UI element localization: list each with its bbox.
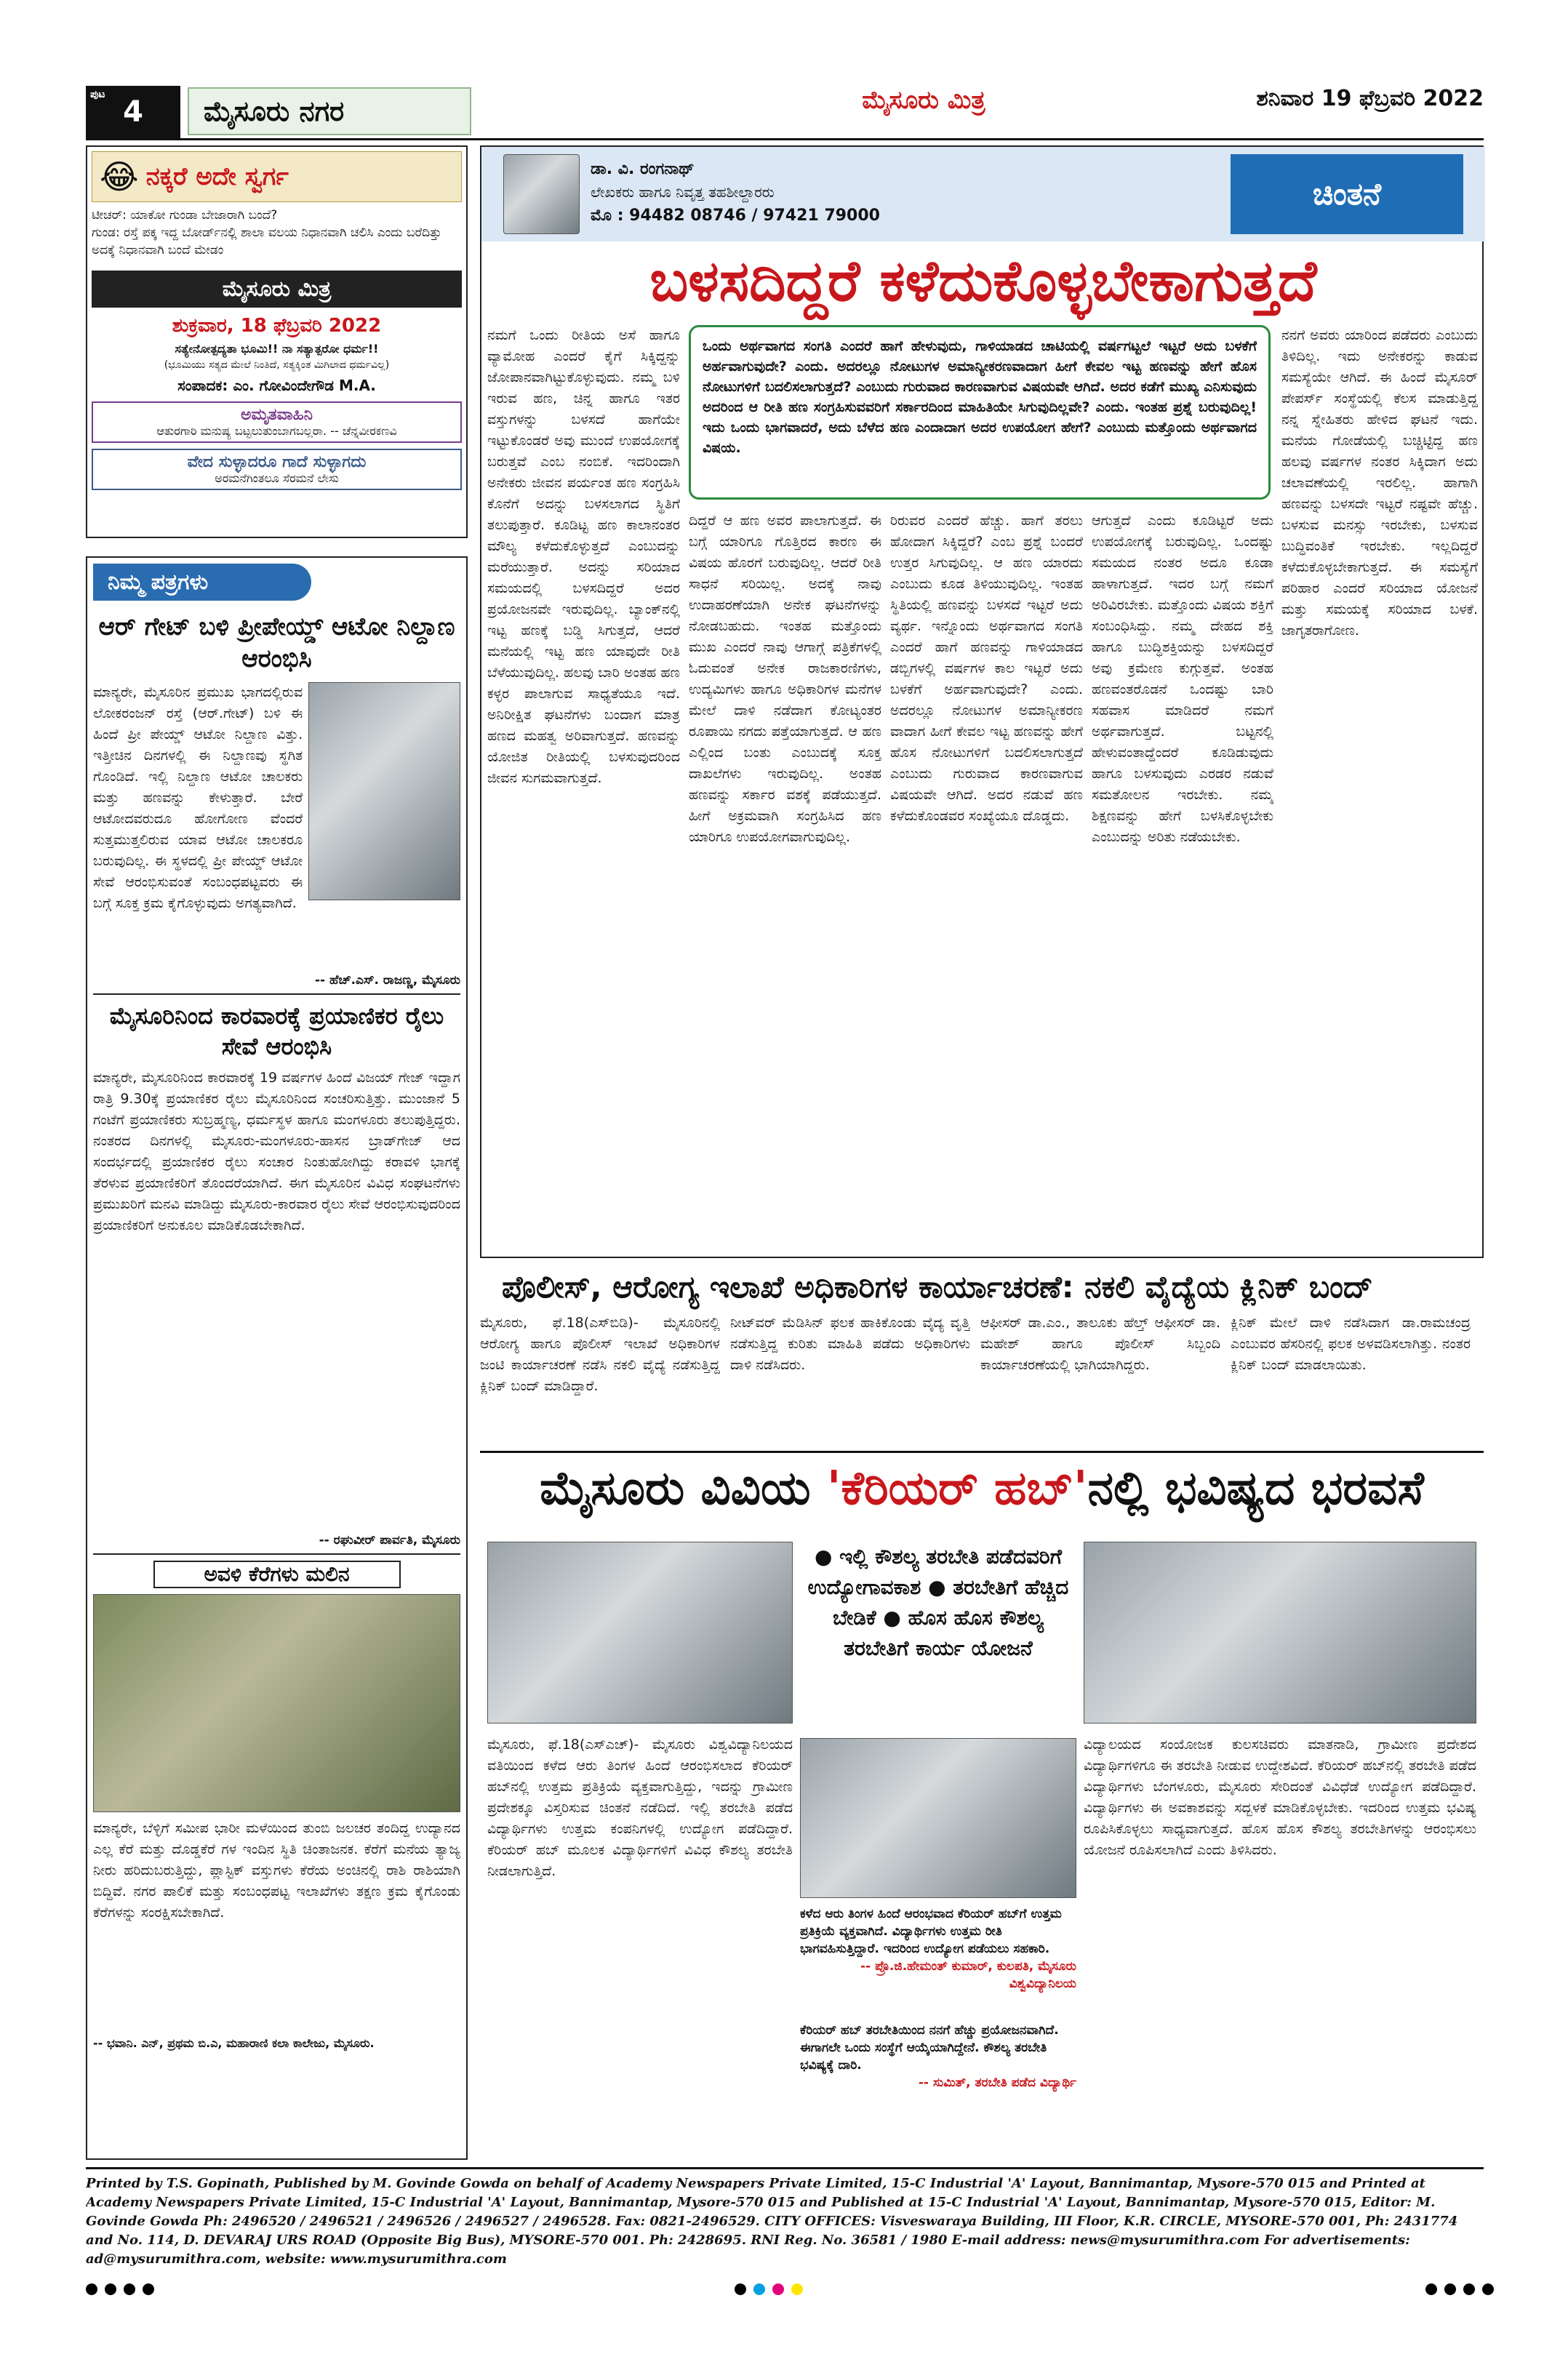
page-label: ಪುಟ — [90, 89, 105, 100]
editorial-col-2: ದಿದ್ದರೆ ಆ ಹಣ ಅವರ ಪಾಲಾಗುತ್ತದೆ. ಈ ಬಗ್ಗೆ ಯಾರಿಗೂ ಗೊತ್ತಿರದ ಕಾರಣ ಈ ವಿಷಯ ಹೊರಗೆ ಬರುವುದಿಲ್ಲ. ಆದರೆ ರೀತಿ ಸಾಧನೆ ಸರಿಯಿಲ್ಲ. ಅದಕ್ಕೆ ನಾವು ಉದಾಹರಣೆಯಾಗಿ ಅನೇಕ ಘಟನೆಗಳನ್ನು ನೋಡಬಹುದು. ಇಂತಹ ಮತ್ತೊಂದು ಮುಖ ಎಂದರೆ ನಾವು ಆಗಾಗ್ಗೆ ಪತ್ರಿಕೆಗಳಲ್ಲಿ ಓದುವಂತೆ ಅನೇಕ ರಾಜಕಾರಣಿಗಳು, ಉದ್ಯಮಿಗಳು ಹಾಗೂ ಅಧಿಕಾರಿಗಳ ಮನೆಗಳ ಮೇಲೆ ದಾಳಿ ನಡೆದಾಗ ಕೋಟ್ಯಂತರ ರೂಪಾಯಿ ನಗದು ಪತ್ತೆಯಾಗುತ್ತದೆ. ಆ ಹಣ ಎಲ್ಲಿಂದ ಬಂತು ಎಂಬುದಕ್ಕೆ ಸೂಕ್ತ ದಾಖಲೆಗಳು ಇರುವುದಿಲ್ಲ. ಅಂತಹ ಹಣವನ್ನು ಸರ್ಕಾರ ವಶಕ್ಕೆ ಪಡೆಯುತ್ತದೆ. ಹೀಗೆ ಅಕ್ರಮವಾಗಿ ಸಂಗ್ರಹಿಸಿದ ಹಣ ಯಾರಿಗೂ ಉಪಯೋಗವಾಗುವುದಿಲ್ಲ. — [689, 513, 881, 845]
registration-dots-left — [86, 2283, 154, 2295]
amrutha-line: ಆತುರಗಾರಿ ಮನುಷ್ಯ ಬಟ್ಟಲುತುಂಬಾಗಬಲ್ಲರಾ. -- ಚೆನ್ನವೀರಕಣವಿ — [156, 424, 397, 438]
laugh-banner — [92, 151, 462, 202]
quote1-text: ಕಳೆದ ಆರು ತಿಂಗಳ ಹಿಂದೆ ಆರಂಭವಾದ ಕೆರಿಯರ್ ಹಬ್‌ಗೆ ಉತ್ತಮ ಪ್ರತಿಕ್ರಿಯೆ ವ್ಯಕ್ತವಾಗಿದೆ. ವಿದ್ಯಾರ್ಥಿಗಳು ಉತ್ತಮ ರೀತಿ ಭಾಗವಹಿಸುತ್ತಿದ್ದಾರೆ. ಇದರಿಂದ ಉದ್ಯೋಗ ಪಡೆಯಲು ಸಹಕಾರಿ. — [800, 1907, 1062, 1956]
dirty-lake-photo — [93, 1594, 460, 1812]
police-headline: ಪೊಲೀಸ್, ಆರೋಗ್ಯ ಇಲಾಖೆ ಅಧಿಕಾರಿಗಳ ಕಾರ್ಯಾಚರಣೆ: ನಕಲಿ ವೈದ್ಯೆಯ ಕ್ಲಿನಿಕ್ ಬಂದ್ — [502, 1269, 1373, 1305]
column-badge: ಚಿಂತನೆ — [1231, 154, 1463, 234]
letter1-title: ಆರ್ ಗೇಟ್ ಬಳಿ ಪ್ರೀಪೇಯ್ಡ್ ಆಟೋ ನಿಲ್ದಾಣ ಆರಂಭಿಸಿ — [98, 612, 455, 673]
lab-photo-2 — [1084, 1542, 1476, 1724]
career-col-3: ವಿದ್ಯಾಲಯದ ಸಂಯೋಜಕ ಕುಲಸಚಿವರು ಮಾತನಾಡಿ, ಗ್ರಾಮೀಣ ಪ್ರದೇಶದ ವಿದ್ಯಾರ್ಥಿಗಳಿಗೂ ಈ ತರಬೇತಿ ನೀಡುವ ಉದ್ದೇಶವಿದೆ. ಕೆರಿಯರ್ ಹಬ್‌ನಲ್ಲಿ ತರಬೇತಿ ಪಡೆದ ವಿದ್ಯಾರ್ಥಿಗಳು ಬೆಂಗಳೂರು, ಮೈಸೂರು ಸೇರಿದಂತೆ ವಿವಿಧೆಡೆ ಉದ್ಯೋಗ ಪಡೆದಿದ್ದಾರೆ. ವಿದ್ಯಾರ್ಥಿಗಳು ಈ ಅವಕಾಶವನ್ನು ಸದ್ಬಳಕೆ ಮಾಡಿಕೊಳ್ಳಬೇಕು. ಇದರಿಂದ ಉತ್ತಮ ಭವಿಷ್ಯ ರೂಪಿಸಿಕೊಳ್ಳಲು ಸಾಧ್ಯವಾಗುತ್ತದೆ. ಹೊಸ ಹೊಸ ಕೌಶಲ್ಯ ತರಬೇತಿಗಳನ್ನು ಆರಂಭಿಸಲು ಯೋಜನೆ ರೂಪಿಸಲಾಗಿದೆ ಎಂದು ತಿಳಿಸಿದರು. — [1084, 1737, 1476, 1858]
letter3-signature: -- ಭವಾನಿ. ಎನ್, ಪ್ರಥಮ ಬಿ.ಎ, ಮಹಾರಾಣಿ ಕಲಾ ಕಾಲೇಜು, ಮೈಸೂರು. — [93, 2036, 375, 2050]
career-headline-part: ಮೈಸೂರು ವಿವಿಯ — [540, 1462, 827, 1516]
imprint-footer: Printed by T.S. Gopinath, Published by M. Govinde Gowda on behalf of Academy Newspapers Private Limited, 15-C Industrial 'A' Layout, Bannimantap, Mysore-570 015 and Printed at Academy Newspapers Private Limited, 15-C Industrial 'A' Layout, Bannimantap, Mysore-570 015 and Published at 15-C Industrial 'A' Layout, Bannimantap, Mysore-570 015, Editor: M. Govinde Gowda Ph: 2496520 / 2496521 / 2496526 / 2496527 / 2496528. Fax: 0821-2496529. CITY OFFICES: Visveswaraya Building, III Floor, K.R. CIRCLE, MYSORE-570 001, Ph: 2431774 and No. 114, D. DEVARAJ URS ROAD (Opposite Big Bus), MYSORE-570 001. Ph: 2428695. RNI Reg. No. 36581 / 1980 E-mail address: news@mysurumithra.com For advertisements: ad@mysurumithra.com, website: www.mysurumithra.com — [86, 2176, 1458, 2267]
police-col-3: ಆಫೀಸರ್ ಡಾ.ಎಂ., ತಾಲೂಕು ಹೆಲ್ತ್ ಆಫೀಸರ್ ಡಾ. ಮಹೇಶ್ ಹಾಗೂ ಪೊಲೀಸ್ ಸಿಬ್ಬಂದಿ ಕಾರ್ಯಾಚರಣೆಯಲ್ಲಿ ಭಾಗಿಯಾಗಿದ್ದರು. — [980, 1315, 1220, 1373]
quote1-signature: -- ಪ್ರೊ.ಜಿ.ಹೇಮಂತ್ ಕುಮಾರ್, ಕುಲಪತಿ, ಮೈಸೂರು ವಿಶ್ವವಿದ್ಯಾನಿಲಯ — [860, 1959, 1076, 1991]
registration-dots-right — [1425, 2283, 1494, 2295]
quote2-signature: -- ಸುಮಿತ್, ತರಬೇತಿ ಪಡೆದ ವಿದ್ಯಾರ್ಥಿ — [918, 2075, 1076, 2090]
editorial-col-3: ರಿರುವರ ಎಂದರೆ ಹೆಚ್ಚು. ಹಾಗೆ ತರಲು ಹೋದಾಗ ಸಿಕ್ಕಿದ್ದರೆ? ಎಂಬ ಪ್ರಶ್ನೆ ಬಂದರೆ ಉತ್ತರ ಸಿಗುವುದಿಲ್ಲ. ಆ ಹಣ ಯಾರದು ಎಂಬುದು ಕೂಡ ತಿಳಿಯುವುದಿಲ್ಲ. ಇಂತಹ ಸ್ಥಿತಿಯಲ್ಲಿ ಹಣವನ್ನು ಬಳಸದೆ ಇಟ್ಟರೆ ಅದು ವ್ಯರ್ಥ. ಇನ್ನೊಂದು ಅರ್ಥವಾಗದ ಸಂಗತಿ ಎಂದರೆ ಹಾಗೆ ಹಣವನ್ನು ಗಾಳಿಯಾಡದ ಡಬ್ಬಿಗಳಲ್ಲಿ ವರ್ಷಗಳ ಕಾಲ ಇಟ್ಟರೆ ಅದು ಬಳಕೆಗೆ ಅರ್ಹವಾಗುವುದೇ? ಎಂದು. ಅದರಲ್ಲೂ ನೋಟುಗಳ ಅಮಾನ್ಯೀಕರಣ ವಾದಾಗ ಹೀಗೆ ಕೇವಲ ಇಟ್ಟ ಹಣವನ್ನು ಹೇಗೆ ಹೊಸ ನೋಟುಗಳಿಗೆ ಬದಲಿಸಲಾಗುತ್ತದೆ ಎಂಬುದು ಗುರುವಾದ ಕಾರಣವಾಗುವ ವಿಷಯವೇ ಆಗಿದೆ. ಅದರ ನಡುವೆ ಹಣ ಕಳೆದುಕೊಂಡವರ ಸಂಖ್ಯೆಯೂ ದೊಡ್ಡದು. — [890, 513, 1083, 824]
editorial-headline: ಬಳಸದಿದ್ದರೆ ಕಳೆದುಕೊಳ್ಳಬೇಕಾಗುತ್ತದೆ — [649, 249, 1317, 314]
page-number: 4 — [123, 95, 143, 129]
edition-date: ಶನಿವಾರ 19 ಫೆಬ್ರವರಿ 2022 — [1256, 86, 1484, 111]
letter1-signature: -- ಹೆಚ್.ಎಸ್. ರಾಜಣ್ಣ, ಮೈಸೂರು — [314, 973, 460, 988]
paper-box-motto-meaning: (ಭೂಮಿಯು ಸತ್ಯದ ಮೇಲೆ ನಿಂತಿದೆ, ಸತ್ಯಕ್ಕಿಂತ ಮಿಗಿಲಾದ ಧರ್ಮವಿಲ್ಲ) — [164, 359, 390, 371]
author-role: ಲೇಖಕರು ಹಾಗೂ ನಿವೃತ್ತ ತಹಶೀಲ್ದಾರರು — [591, 183, 775, 201]
quote2-text: ಕೆರಿಯರ್ ಹಬ್ ತರಬೇತಿಯಿಂದ ನನಗೆ ಹೆಚ್ಚು ಪ್ರಯೋಜನವಾಗಿದೆ. ಈಗಾಗಲೇ ಒಂದು ಸಂಸ್ಥೆಗೆ ಆಯ್ಕೆಯಾಗಿದ್ದೇನೆ. ಕೌಶಲ್ಯ ತರಬೇತಿ ಭವಿಷ್ಯಕ್ಕೆ ದಾರಿ. — [800, 2023, 1059, 2073]
letter3-title: ಅವಳಿ ಕೆರೆಗಳು ಮಲಿನ — [153, 1561, 401, 1588]
auto-stand-photo — [308, 682, 460, 900]
paper-box-editor: ಸಂಪಾದಕ: ಎಂ. ಗೋವಿಂದೇಗೌಡ M.A. — [177, 377, 376, 394]
header-rule — [86, 138, 1484, 140]
author-phone: ಮೊ : 94482 08746 / 97421 79000 — [591, 207, 880, 225]
saying-box — [92, 449, 462, 490]
letter2-signature: -- ರಘುವೀರ್ ಪಾರ್ವತಿ, ಮೈಸೂರು — [319, 1533, 460, 1548]
editorial-col-4: ಆಗುತ್ತದೆ ಎಂದು ಕೂಡಿಟ್ಟರೆ ಅದು ಉಪಯೋಗಕ್ಕೆ ಬರುವುದಿಲ್ಲ. ಒಂದಷ್ಟು ಸಮಯದ ನಂತರ ಅದೂ ಕೂಡಾ ಹಾಳಾಗುತ್ತದೆ. ಇದರ ಬಗ್ಗೆ ನಮಗೆ ಅರಿವಿರಬೇಕು. ಮತ್ತೊಂದು ವಿಷಯ ಶಕ್ತಿಗೆ ಸಂಬಂಧಿಸಿದ್ದು. ನಮ್ಮ ದೇಹದ ಶಕ್ತಿ ಹಾಗೂ ಬುದ್ಧಿಶಕ್ತಿಯನ್ನು ಬಳಸದಿದ್ದರೆ ಅವು ಕ್ರಮೇಣ ಕುಗ್ಗುತ್ತವೆ. ಅಂತಹ ಹಣವಂತರೊಡನೆ ಒಂದಷ್ಟು ಬಾರಿ ಸಹವಾಸ ಮಾಡಿದರೆ ನಮಗೆ ಅರ್ಥವಾಗುತ್ತದೆ. ಬಟ್ಟನಲ್ಲಿ ಹೇಳುವಂತಾದ್ದೆಂದರೆ ಕೂಡಿಡುವುದು ಹಾಗೂ ಬಳಸುವುದು ಎರಡರ ನಡುವೆ ಸಮತೋಲನ ಇರಬೇಕು. ನಮ್ಮ ಶಿಕ್ಷಣವನ್ನು ಹೇಗೆ ಬಳಸಿಕೊಳ್ಳಬೇಕು ಎಂಬುದನ್ನು ಅರಿತು ನಡೆಯಬೇಕು. — [1092, 513, 1273, 845]
registration-dots-center — [735, 2283, 803, 2295]
joke-line: ಟೀಚರ್: ಯಾಕೋ ಗುಂಡಾ ಬೇಜಾರಾಗಿ ಬಂದೆ? — [92, 208, 278, 223]
career-quote-1 — [800, 1905, 1076, 2014]
lab-photo-1 — [487, 1542, 793, 1724]
career-headline — [480, 1462, 1484, 1516]
paper-box-motto: ಸತ್ಯೇನೋತ್ಪದ್ಯತಾ ಭೂಮಿ!! ನಾ ಸತ್ಯಾತ್ಪರೋ ಧರ್ಮ!! — [175, 342, 379, 356]
paper-box-date: ಶುಕ್ರವಾರ, 18 ಫೆಬ್ರವರಿ 2022 — [172, 315, 382, 337]
masthead: ಮೈಸೂರು ಮಿತ್ರ — [862, 86, 985, 115]
police-col-1: ಮೈಸೂರು, ಫೆ.18(ಎಸ್‌ಬಿಡಿ)- ಮೈಸೂರಿನಲ್ಲಿ ಆರೋಗ್ಯ ಹಾಗೂ ಪೊಲೀಸ್ ಇಲಾಖೆ ಅಧಿಕಾರಿಗಳ ಜಂಟಿ ಕಾರ್ಯಾಚರಣೆ ನಡೆಸಿ ನಕಲಿ ವೈದ್ಯೆ ನಡೆಸುತ್ತಿದ್ದ ಕ್ಲಿನಿಕ್ ಬಂದ್ ಮಾಡಿದ್ದಾರೆ. — [480, 1315, 720, 1394]
career-quote-2 — [800, 2022, 1076, 2156]
saying-line: ಅರಮನೆಗಿಂತಲೂ ಸೆರಮನೆ ಲೇಸು — [215, 471, 339, 485]
editorial-col-1: ನಮಗೆ ಒಂದು ರೀತಿಯ ಅಸೆ ಹಾಗೂ ವ್ಯಾಮೋಹ ಎಂದರೆ ಕೈಗೆ ಸಿಕ್ಕಿದ್ದನ್ನು ಜೋಪಾನವಾಗಿಟ್ಟುಕೊಳ್ಳುವುದು. ನಮ್ಮ ಬಳಿ ಇರುವ ಹಣ, ಚಿನ್ನ ಹಾಗೂ ಇತರ ವಸ್ತುಗಳನ್ನು ಬಳಸದೆ ಹಾಗೆಯೇ ಇಟ್ಟುಕೊಂಡರೆ ಅವು ಮುಂದೆ ಉಪಯೋಗಕ್ಕೆ ಬರುತ್ತವೆ ಎಂಬ ನಂಬಿಕೆ. ಇದರಿಂದಾಗಿ ಅನೇಕರು ಜೀವನ ಪರ್ಯಂತ ಹಣ ಸಂಗ್ರಹಿಸಿ ಕೊನೆಗೆ ಅದನ್ನು ಬಳಸಲಾಗದ ಸ್ಥಿತಿಗೆ ತಲುಪುತ್ತಾರೆ. ಕೂಡಿಟ್ಟ ಹಣ ಕಾಲಾನಂತರ ಮೌಲ್ಯ ಕಳೆದುಕೊಳ್ಳುತ್ತದೆ ಎಂಬುದನ್ನು ಮರೆಯುತ್ತಾರೆ. ಅದನ್ನು ಸರಿಯಾದ ಸಮಯದಲ್ಲಿ ಬಳಸದಿದ್ದರೆ ಅದರ ಪ್ರಯೋಜನವೇ ಇರುವುದಿಲ್ಲ. ಬ್ಯಾಂಕ್‌ನಲ್ಲಿ ಇಟ್ಟ ಹಣಕ್ಕೆ ಬಡ್ಡಿ ಸಿಗುತ್ತದೆ, ಆದರೆ ಮನೆಯಲ್ಲಿ ಇಟ್ಟ ಹಣ ಯಾವುದೇ ರೀತಿ ಬೆಳೆಯುವುದಿಲ್ಲ. ಹಲವು ಬಾರಿ ಅಂತಹ ಹಣ ಕಳ್ಳರ ಪಾಲಾಗುವ ಸಾಧ್ಯತೆಯೂ ಇದೆ. ಅನಿರೀಕ್ಷಿತ ಘಟನೆಗಳು ಬಂದಾಗ ಮಾತ್ರ ಹಣದ ಮಹತ್ವ ಅರಿವಾಗುತ್ತದೆ. ಹಣವನ್ನು ಯೋಜಿತ ರೀತಿಯಲ್ಲಿ ಬಳಸುವುದರಿಂದ ಜೀವನ ಸುಗಮವಾಗುತ್ತದೆ. — [487, 327, 680, 786]
page-number-box — [86, 86, 180, 138]
letter3-body: ಮಾನ್ಯರೇ, ಬೆಳ್ಳಿಗೆ ಸಮೀಪ ಭಾರೀ ಮಳೆಯಿಂದ ತುಂಬಿ ಜಲಚರ ತಂದಿದ್ದ ಉದ್ಯಾನದ ಎಲ್ಲ ಕೆರೆ ಮತ್ತು ದೊಡ್ಡಕೆರೆ ಗಳ ಇಂದಿನ ಸ್ಥಿತಿ ಚಿಂತಾಜನಕ. ಕೆರೆಗೆ ಮನೆಯ ತ್ಯಾಜ್ಯ ನೀರು ಹರಿದುಬರುತ್ತಿದ್ದು, ಪ್ಲಾಸ್ಟಿಕ್ ವಸ್ತುಗಳು ಕೆರೆಯ ಅಂಚಿನಲ್ಲಿ ರಾಶಿ ರಾಶಿಯಾಗಿ ಬಿದ್ದಿವೆ. ನಗರ ಪಾಲಿಕೆ ಮತ್ತು ಸಂಬಂಧಪಟ್ಟ ಇಲಾಖೆಗಳು ತಕ್ಷಣ ಕ್ರಮ ಕೈಗೊಂಡು ಕೆರೆಗಳನ್ನು ಸಂರಕ್ಷಿಸಬೇಕಾಗಿದೆ. — [93, 1820, 460, 1921]
amrutha-box — [92, 401, 462, 443]
joke-text — [92, 207, 462, 265]
letters-section — [86, 556, 468, 2160]
laughing-face-icon: 😂 — [100, 157, 139, 196]
career-headline-highlight: 'ಕೆರಿಯರ್ ಹಬ್' — [826, 1462, 1088, 1516]
letter1-body: ಮಾನ್ಯರೇ, ಮೈಸೂರಿನ ಪ್ರಮುಖ ಭಾಗದಲ್ಲಿರುವ ಲೋಕರಂಜನ್ ರಸ್ತೆ (ಆರ್.ಗೇಟ್) ಬಳಿ ಈ ಹಿಂದೆ ಪ್ರೀ ಪೇಯ್ಡ್ ಆಟೋ ನಿಲ್ದಾಣ ವಿತ್ತು. ಇತ್ತೀಚಿನ ದಿನಗಳಲ್ಲಿ ಈ ನಿಲ್ದಾಣವು ಸ್ಥಗಿತ ಗೊಂಡಿದೆ. ಇಲ್ಲಿ ನಿಲ್ದಾಣ ಆಟೋ ಚಾಲಕರು ಮತ್ತು ಹಣವನ್ನು ಕೇಳುತ್ತಾರೆ. ಬೇರೆ ಆಟೋದವರುದೂ ಹೋಗೋಣ ವೆಂದರೆ ಸುತ್ತಮುತ್ತಲಿರುವ ಯಾವ ಆಟೋ ಚಾಲಕರೂ ಬರುವುದಿಲ್ಲ. ಈ ಸ್ಥಳದಲ್ಲಿ ಪ್ರೀ ಪೇಯ್ಡ್ ಆಟೋ ಸೇವೆ ಆರಂಭಿಸುವಂತೆ ಸಂಬಂಧಪಟ್ಟವರು ಈ ಬಗ್ಗೆ ಸೂಕ್ತ ಕ್ರಮ ಕೈಗೊಳ್ಳುವುದು ಅಗತ್ಯವಾಗಿದೆ. — [93, 684, 303, 911]
amrutha-title: ಅಮೃತವಾಹಿನಿ — [241, 406, 313, 424]
editorial-section — [480, 145, 1484, 1258]
letter2-title: ಮೈಸೂರಿನಿಂದ ಕಾರವಾರಕ್ಕೆ ಪ್ರಯಾಣಿಕರ ರೈಲು ಸೇವೆ ಆರಂಭಿಸಿ — [109, 1002, 444, 1060]
career-col-1: ಮೈಸೂರು, ಫೆ.18(ಎಸ್‌ಎಚ್)- ಮೈಸೂರು ವಿಶ್ವವಿದ್ಯಾನಿಲಯದ ವತಿಯಿಂದ ಕಳೆದ ಆರು ತಿಂಗಳ ಹಿಂದೆ ಆರಂಭಿಸಲಾದ ಕೆರಿಯರ್ ಹಬ್‌ನಲ್ಲಿ ಉತ್ತಮ ಪ್ರತಿಕ್ರಿಯೆ ವ್ಯಕ್ತವಾಗುತ್ತಿದ್ದು, ಇದನ್ನು ಗ್ರಾಮೀಣ ಪ್ರದೇಶಕ್ಕೂ ವಿಸ್ತರಿಸುವ ಚಿಂತನೆ ನಡೆದಿದೆ. ಇಲ್ಲಿ ತರಬೇತಿ ಪಡೆದ ವಿದ್ಯಾರ್ಥಿಗಳು ಉತ್ತಮ ಕಂಪನಿಗಳಲ್ಲಿ ಉದ್ಯೋಗ ಪಡೆದಿದ್ದಾರೆ. ಕೆರಿಯರ್ ಹಬ್ ಮೂಲಕ ವಿದ್ಯಾರ್ಥಿಗಳಿಗೆ ವಿವಿಧ ಕೌಶಲ್ಯ ತರಬೇತಿ ನೀಡಲಾಗುತ್ತಿದೆ. — [487, 1737, 793, 1879]
section-title: ಮೈಸೂರು ನಗರ — [188, 87, 471, 135]
saying-title: ವೇದ ಸುಳ್ಳಾದರೂ ಗಾದೆ ಸುಳ್ಳಾಗದು — [187, 453, 367, 471]
joke-line: ಗುಂಡ: ರಸ್ತೆ ಪಕ್ಕ ಇದ್ದ ಬೋರ್ಡ್‌ನಲ್ಲಿ ಶಾಲಾ ವಲಯ ನಿಧಾನವಾಗಿ ಚಲಿಸಿ ಎಂದು ಬರೆದಿತ್ತು ಅದಕ್ಕೆ ನಿಧಾನವಾಗಿ ಬಂದೆ ಮೇಡಂ — [92, 225, 441, 257]
police-col-2: ನೀಟ್‌ವರ್ ಮೆಡಿಸಿನ್ ಫಲಕ ಹಾಕಿಕೊಂಡು ವೈದ್ಯ ವೃತ್ತಿ ನಡೆಸುತ್ತಿದ್ದ ಕುರಿತು ಮಾಹಿತಿ ಪಡೆದು ಅಧಿಕಾರಿಗಳು ದಾಳಿ ನಡೆಸಿದರು. — [730, 1315, 970, 1373]
police-col-4: ಕ್ಲಿನಿಕ್ ಮೇಲೆ ದಾಳಿ ನಡೆಸಿದಾಗ ಡಾ.ರಾಮಚಂದ್ರ ಎಂಬುವರ ಹೆಸರಿನಲ್ಲಿ ಫಲಕ ಅಳವಡಿಸಲಾಗಿತ್ತು. ನಂತರ ಕ್ಲಿನಿಕ್ ಬಂದ್ ಮಾಡಲಾಯಿತು. — [1231, 1315, 1471, 1373]
sidebar-info-box — [86, 145, 468, 538]
author-photo — [503, 154, 580, 234]
letters-title: ನಿಮ್ಮ ಪತ್ರಗಳು — [93, 564, 311, 601]
footer-rule — [86, 2167, 1484, 2169]
award-photo — [800, 1738, 1076, 1898]
career-story — [480, 1462, 1484, 2160]
letter2-body: ಮಾನ್ಯರೇ, ಮೈಸೂರಿನಿಂದ ಕಾರವಾರಕ್ಕೆ 19 ವರ್ಷಗಳ ಹಿಂದೆ ವಿಜಯ್ ಗೇಜ್ ಇದ್ದಾಗ ರಾತ್ರಿ 9.30ಕ್ಕೆ ಪ್ರಯಾಣಿಕರ ರೈಲು ಮೈಸೂರಿನಿಂದ ಸಂಚರಿಸುತ್ತಿತ್ತು. ಮುಂಜಾನೆ 5 ಗಂಟೆಗೆ ಪ್ರಯಾಣಿಕರು ಸುಬ್ರಹ್ಮಣ್ಯ, ಧರ್ಮಸ್ಥಳ ಹಾಗೂ ಮಂಗಳೂರು ತಲುಪುತ್ತಿದ್ದರು. ನಂತರದ ದಿನಗಳಲ್ಲಿ ಮೈಸೂರು-ಮಂಗಳೂರು-ಹಾಸನ ಬ್ರಾಡ್‌ಗೇಜ್ ಆದ ಸಂದರ್ಭದಲ್ಲಿ ಪ್ರಯಾಣಿಕರ ರೈಲು ಸಂಚಾರ ನಿಂತುಹೋಗಿದ್ದು ಕರಾವಳಿ ಭಾಗಕ್ಕೆ ತೆರಳುವ ಪ್ರಯಾಣಿಕರಿಗೆ ತೊಂದರೆಯಾಗಿದೆ. ಈಗ ಮೈಸೂರಿನ ವಿವಿಧ ಸಂಘಟನೆಗಳು ಪ್ರಮುಖರಿಗೆ ಮನವಿ ಮಾಡಿದ್ದು ಮೈಸೂರು-ಕಾರವಾರ ರೈಲು ಸೇವೆ ಆರಂಭಿಸುವುದರಿಂದ ಪ್ರಯಾಣಿಕರಿಗೆ ಅನುಕೂಲ ಮಾಡಿಕೊಡಬೇಕಾಗಿದೆ. — [93, 1070, 460, 1233]
laugh-title: ನಕ್ಕರೆ ಅದೇ ಸ್ವರ್ಗ — [145, 162, 289, 191]
author-name: ಡಾ. ವಿ. ರಂಗನಾಥ್ — [591, 160, 695, 178]
career-bullets: ● ಇಲ್ಲಿ ಕೌಶಲ್ಯ ತರಬೇತಿ ಪಡೆದವರಿಗೆ ಉದ್ಯೋಗಾವಕಾಶ ● ತರಬೇತಿಗೆ ಹೆಚ್ಚಿದ ಬೇಡಿಕೆ ● ಹೊಸ ಹೊಸ ಕೌಶಲ್ಯ ತರಬೇತಿಗೆ ಕಾರ್ಯ ಯೋಜನೆ — [807, 1545, 1069, 1660]
section-rule — [480, 1451, 1484, 1453]
police-story — [480, 1269, 1484, 1444]
paper-box-title: ಮೈಸೂರು ಮಿತ್ರ — [92, 271, 462, 308]
pull-quote: ಒಂದು ಅರ್ಥವಾಗದ ಸಂಗತಿ ಎಂದರೆ ಹಾಗೆ ಹೇಳುವುದು, ಗಾಳಿಯಾಡದ ಚಾಟಿಯಲ್ಲಿ ವರ್ಷಗಟ್ಟಲೆ ಇಟ್ಟರೆ ಅದು ಬಳಕೆಗೆ ಅರ್ಹವಾಗುವುದೇ? ಎಂದು. ಅದರಲ್ಲೂ ನೋಟುಗಳ ಅಮಾನ್ಯೀಕರಣವಾದಾಗ ಹೀಗೆ ಕೇವಲ ಇಟ್ಟ ಹಣವನ್ನು ಹೇಗೆ ಹೊಸ ನೋಟುಗಳಿಗೆ ಬದಲಿಸಲಾಗುತ್ತದೆ? ಎಂಬುದು ಗುರುವಾದ ಕಾರಣವಾಗುವ ವಿಷಯವೇ ಆಗಿದೆ. ಅದರ ಕಡೆಗೆ ಮುಖ್ಯ ಎನಿಸುವುದು ಅದರಿಂದ ಆ ರೀತಿ ಹಣ ಸಂಗ್ರಹಿಸುವವರಿಗೆ ಸರ್ಕಾರದಿಂದ ಮಾಹಿತಿಯೇ ಸಿಗುವುದಿಲ್ಲವೇ? ಎಂದು. ಇಂತಹ ಪ್ರಶ್ನೆ ಬರುವುದಿಲ್ಲ! ಇದು ಒಂದು ಭಾಗವಾದರೆ, ಅದು ಬೆಳೆದ ಹಣ ಎಂದಾದಾಗ ಅದರ ಉಪಯೋಗ ಹೇಗೆ? ಎಂಬುದು ಮತ್ತೊಂದು ಅರ್ಥವಾಗದ ವಿಷಯ. — [689, 325, 1271, 500]
editorial-col-5: ನನಗೆ ಅವರು ಯಾರಿಂದ ಪಡೆದರು ಎಂಬುದು ತಿಳಿದಿಲ್ಲ. ಇದು ಅನೇಕರನ್ನು ಕಾಡುವ ಸಮಸ್ಯೆಯೇ ಆಗಿದೆ. ಈ ಹಿಂದೆ ಮೈಸೂರ್ ಪೇಪರ್ಸ್ ಸಂಸ್ಥೆಯಲ್ಲಿ ಕೆಲಸ ಮಾಡುತ್ತಿದ್ದ ನನ್ನ ಸ್ನೇಹಿತರು ಹೇಳಿದ ಘಟನೆ ಇದು. ಮನೆಯ ಗೋಡೆಯಲ್ಲಿ ಬಚ್ಚಿಟ್ಟಿದ್ದ ಹಣ ಹಲವು ವರ್ಷಗಳ ನಂತರ ಸಿಕ್ಕಿದಾಗ ಅದು ಚಲಾವಣೆಯಲ್ಲಿ ಇರಲಿಲ್ಲ. ಹಾಗಾಗಿ ಹಣವನ್ನು ಬಳಸದೇ ಇಟ್ಟರೆ ನಷ್ಟವೇ ಹೆಚ್ಚು. ಬಳಸುವ ಮನಸ್ಸು ಇರಬೇಕು, ಬಳಸುವ ಬುದ್ಧಿವಂತಿಕೆ ಇರಬೇಕು. ಇಲ್ಲದಿದ್ದರೆ ಕಳೆದುಕೊಳ್ಳಬೇಕಾಗುತ್ತದೆ. ಈ ಸಮಸ್ಯೆಗೆ ಪರಿಹಾರ ಎಂದರೆ ಸರಿಯಾದ ಯೋಜನೆ ಮತ್ತು ಸಮಯಕ್ಕೆ ಸರಿಯಾದ ಬಳಕೆ. ಜಾಗೃತರಾಗೋಣ. — [1281, 327, 1478, 638]
career-headline-part: ನಲ್ಲಿ ಭವಿಷ್ಯದ ಭರವಸೆ — [1087, 1462, 1424, 1516]
